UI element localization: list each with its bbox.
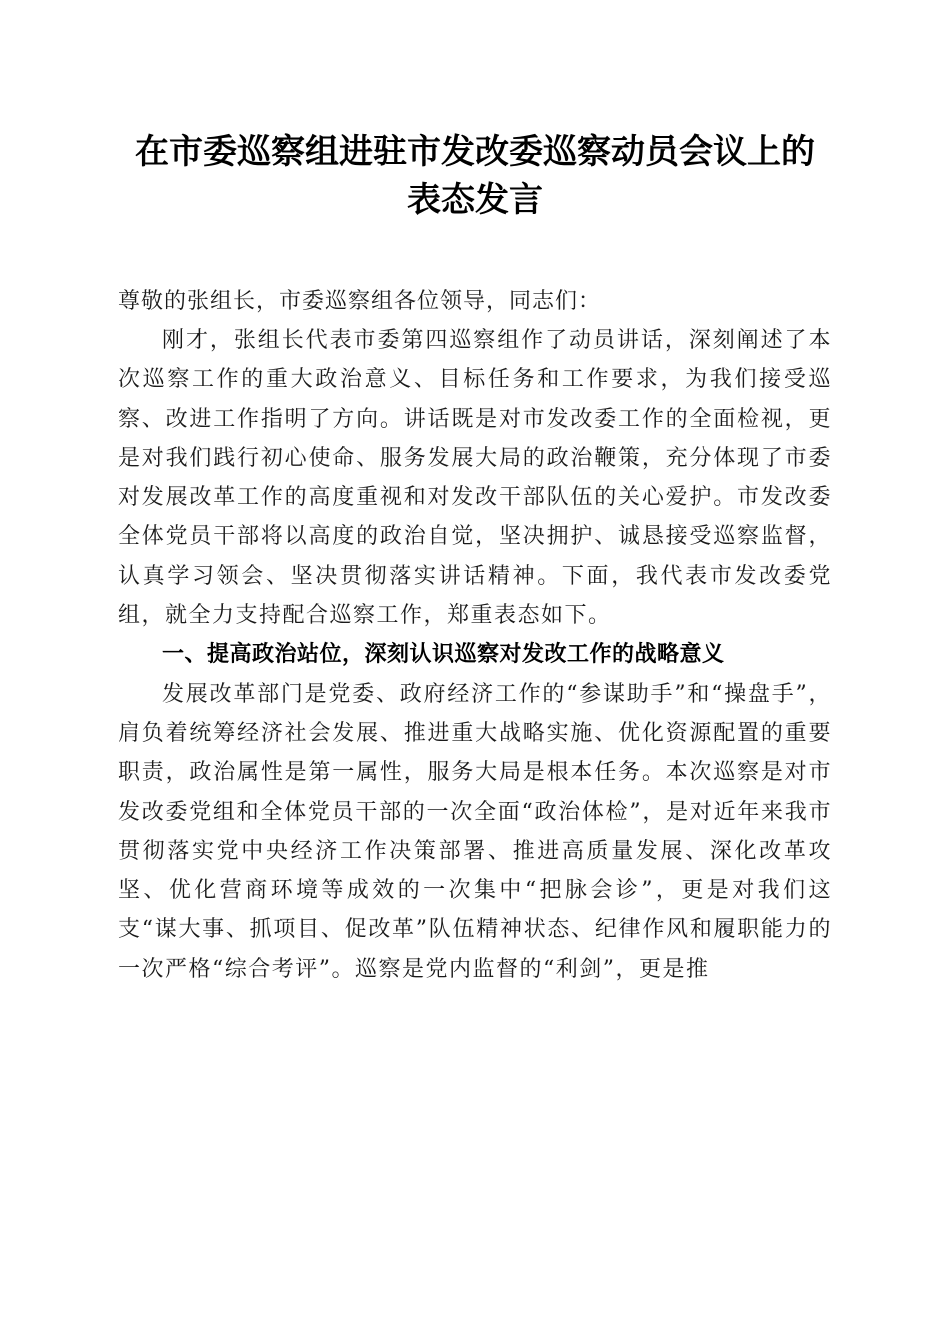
title-line-1: 在市委巡察组进驻市发改委巡察动员会议上的	[135, 132, 815, 172]
document-page	[118, 128, 832, 989]
document-title	[118, 128, 832, 224]
section-heading-1: 一、提高政治站位，深刻认识巡察对发改工作的战略意义	[162, 642, 725, 668]
opening-paragraph: 刚才，张组长代表市委第四巡察组作了动员讲话，深刻阐述了本次巡察工作的重大政治意义、目标任务和工作要求，为我们接受巡察、改进工作指明了方向。讲话既是对市发改委工作的全面检视，更是对我们践行初心使命、服务发展大局的政治鞭策，充分体现了市委对发展改革工作的高度重视和对发改干部队伍的关心爱护。市发改委全体党员干部将以高度的政治自觉，坚决拥护、诚恳接受巡察监督，认真学习领会、坚决贯彻落实讲话精神。下面，我代表市发改委党组，就全力支持配合巡察工作，郑重表态如下。	[118, 328, 832, 629]
section-1-paragraph: 发展改革部门是党委、政府经济工作的“参谋助手”和“操盘手”，肩负着统筹经济社会发展、推进重大战略实施、优化资源配置的重要职责，政治属性是第一属性，服务大局是根本任务。本次巡察是对市发改委党组和全体党员干部的一次全面“政治体检”，是对近年来我市贯彻落实党中央经济工作决策部署、推进高质量发展、深化改革攻坚、优化营商环境等成效的一次集中“把脉会诊”，更是对我们这支“谋大事、抓项目、促改革”队伍精神状态、纪律作风和履职能力的一次严格“综合考评”。巡察是党内监督的“利剑”，更是推	[118, 681, 832, 982]
title-line-2: 表态发言	[407, 180, 543, 220]
salutation: 尊敬的张组长，市委巡察组各位领导，同志们：	[118, 289, 602, 314]
